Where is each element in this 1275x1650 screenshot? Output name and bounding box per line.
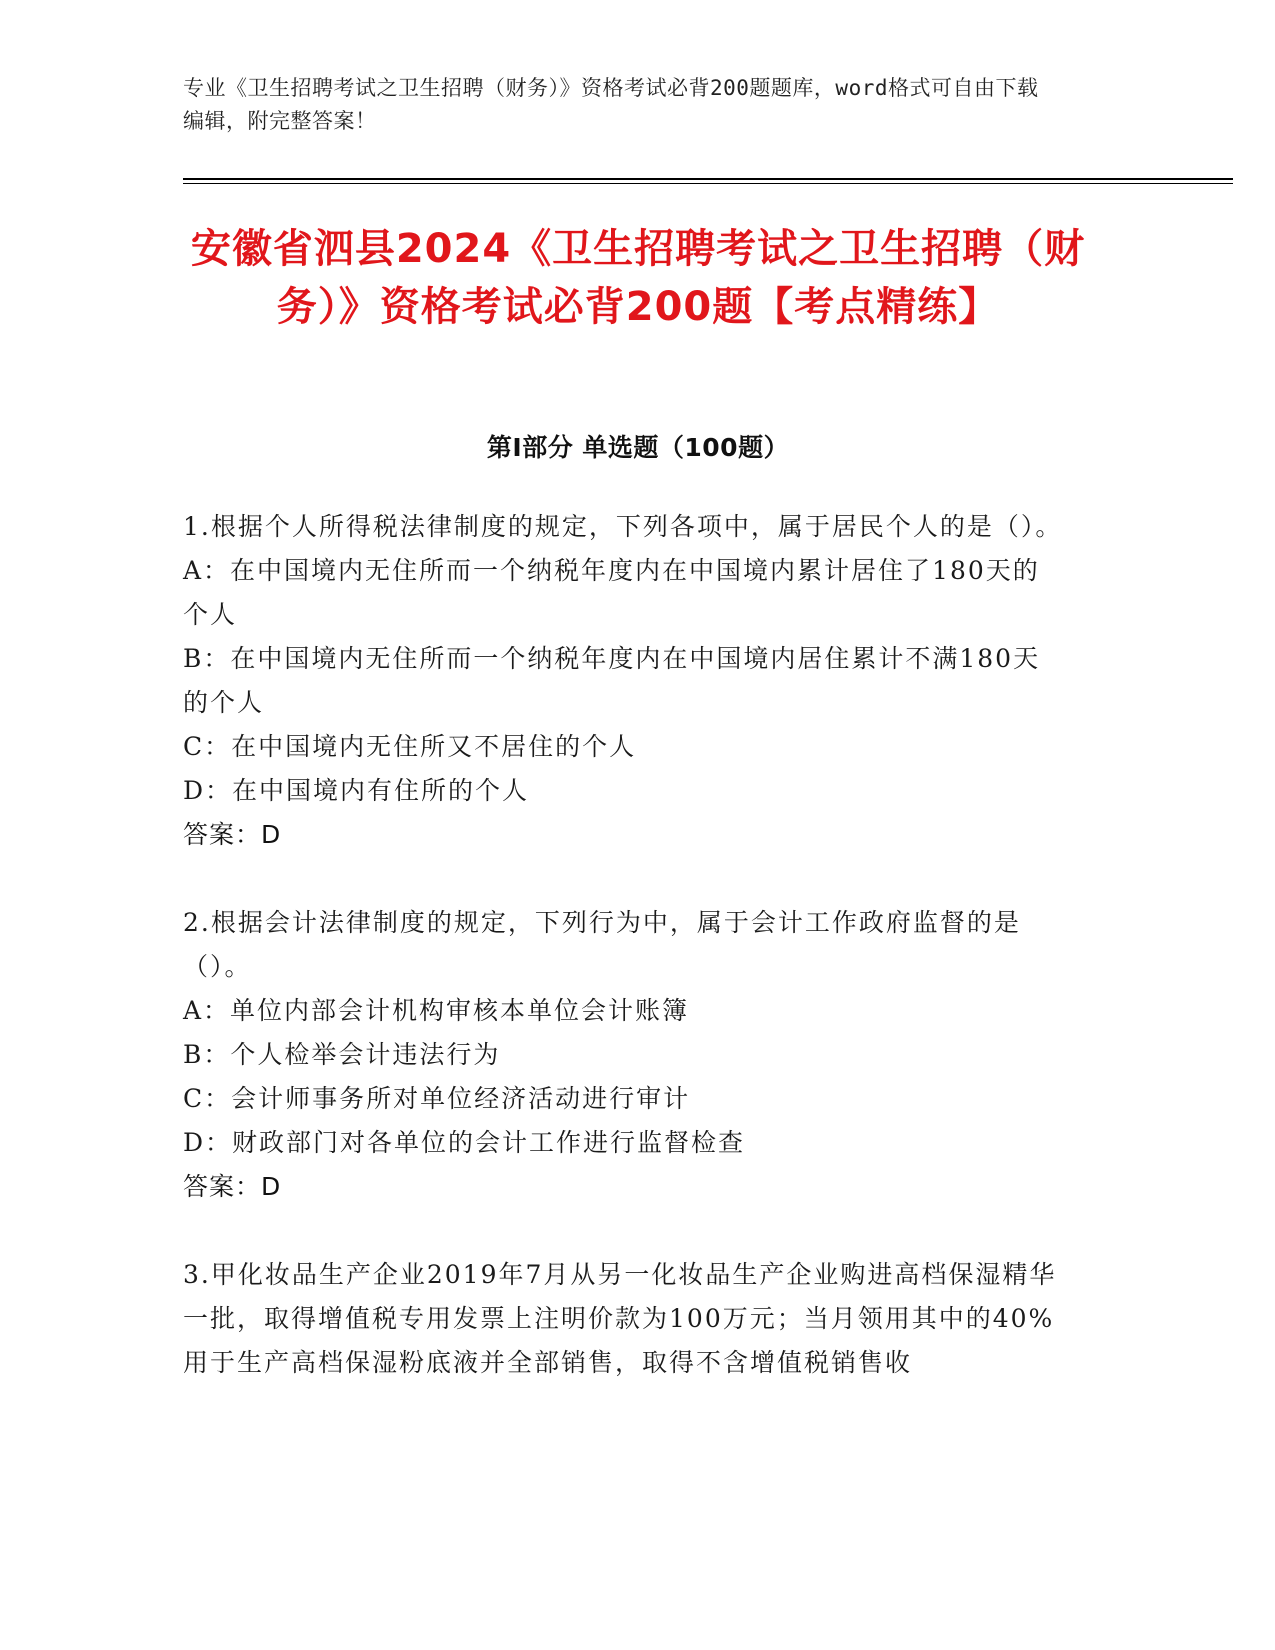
header-divider-thick <box>183 178 1233 180</box>
question-2 <box>183 901 1063 1209</box>
answer: 答案：D <box>183 820 282 849</box>
question-list <box>183 505 1063 1429</box>
option-b: B：个人检举会计违法行为 <box>183 1040 501 1069</box>
question-stem: 2.根据会计法律制度的规定，下列行为中，属于会计工作政府监督的是（）。 <box>183 908 1021 981</box>
question-1 <box>183 505 1063 857</box>
option-b: B：在中国境内无住所而一个纳税年度内在中国境内居住累计不满180天的个人 <box>183 644 1041 717</box>
question-stem: 1.根据个人所得税法律制度的规定，下列各项中，属于居民个人的是（）。 <box>183 512 1063 541</box>
option-d: D：在中国境内有住所的个人 <box>183 776 530 805</box>
question-stem: 3.甲化妆品生产企业2019年7月从另一化妆品生产企业购进高档保湿精华一批，取得增值税专用发票上注明价款为100万元；当月领用其中的40%用于生产高档保湿粉底液并全部销售，取得不含增值税销售收 <box>183 1260 1057 1377</box>
option-c: C：在中国境内无住所又不居住的个人 <box>183 732 637 761</box>
option-a: A：单位内部会计机构审核本单位会计账簿 <box>183 996 690 1025</box>
header-divider-thin <box>183 183 1233 184</box>
option-c: C：会计师事务所对单位经济活动进行审计 <box>183 1084 691 1113</box>
document-title: 安徽省泗县2024《卫生招聘考试之卫生招聘（财务）》资格考试必背200题【考点精练】 <box>190 226 1086 330</box>
answer: 答案：D <box>183 1172 282 1201</box>
question-3 <box>183 1253 1063 1385</box>
option-d: D：财政部门对各单位的会计工作进行监督检查 <box>183 1128 746 1157</box>
section-title: 第Ⅰ部分 单选题（100题） <box>486 433 790 462</box>
option-a: A：在中国境内无住所而一个纳税年度内在中国境内累计居住了180天的个人 <box>183 556 1040 629</box>
header-note: 专业《卫生招聘考试之卫生招聘（财务）》资格考试必背200题题库，word格式可自由下载编辑，附完整答案！ <box>183 76 1039 133</box>
